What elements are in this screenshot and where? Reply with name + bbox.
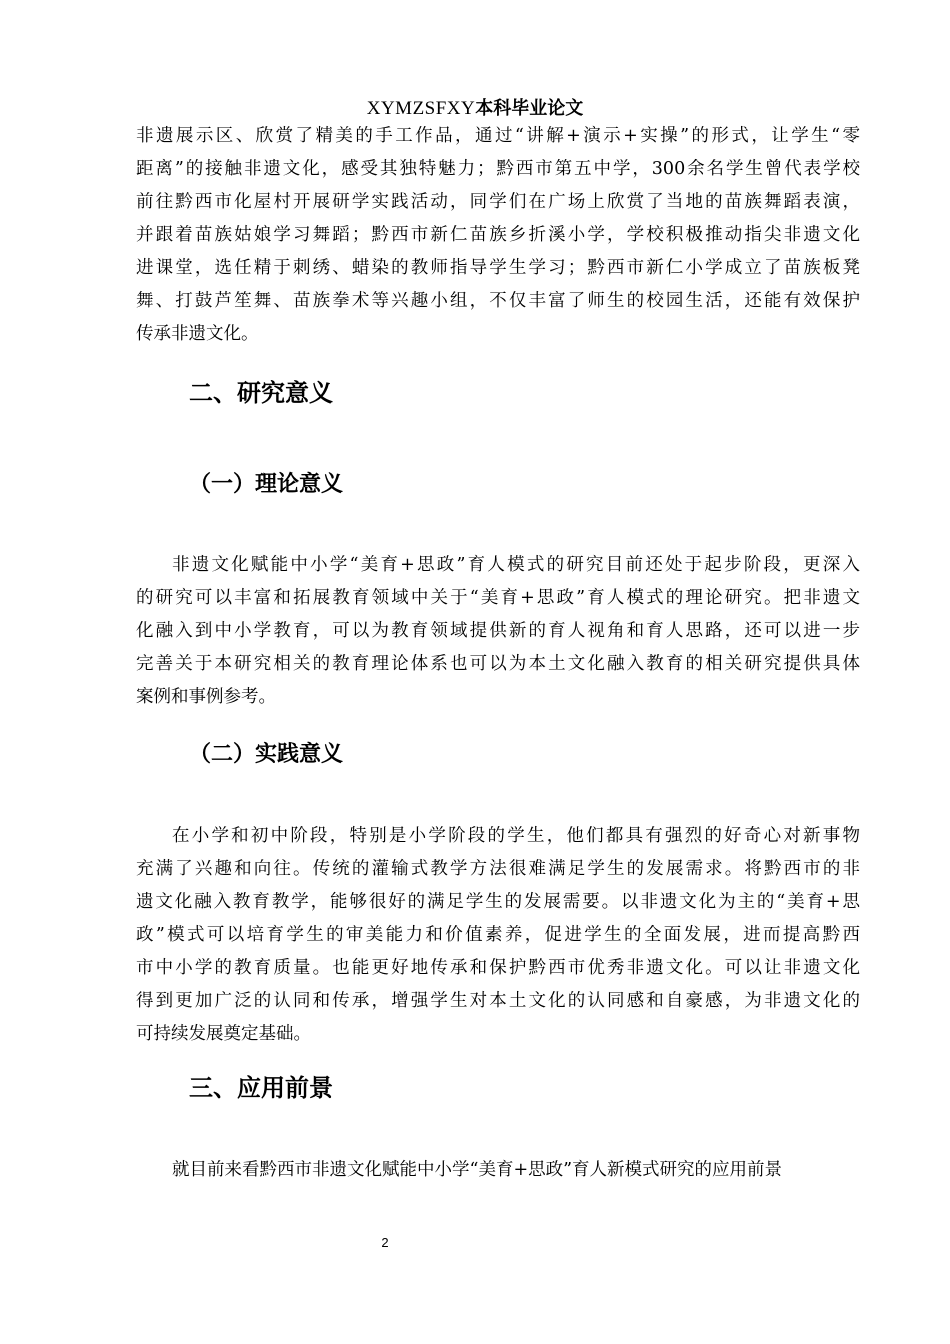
- paragraph-practical: [136, 820, 860, 1051]
- header-title: 本科毕业论文: [475, 98, 584, 119]
- text-line: 得到更加广泛的认同和传承，增强学生对本土文化的认同感和自豪感，为非遗文化的: [136, 991, 860, 1011]
- text-line: 充满了兴趣和向往。传统的灌输式教学方法很难满足学生的发展需求。将黔西市的非: [136, 859, 860, 879]
- text-line: 非遗展示区、欣赏了精美的手工作品，通过“讲解+演示+实操”的形式，让学生“零: [136, 126, 860, 146]
- page-header: [0, 96, 950, 121]
- text-line: 舞、打鼓芦笙舞、苗族拳术等兴趣小组，不仅丰富了师生的校园生活，还能有效保护: [136, 291, 860, 311]
- text-line: 政”模式可以培育学生的审美能力和价值素养，促进学生的全面发展，进而提高黔西: [136, 925, 860, 945]
- header-code: XYMZSFXY: [366, 98, 476, 119]
- text-line: 前往黔西市化屋村开展研学实践活动，同学们在广场上欣赏了当地的苗族舞蹈表演，: [136, 192, 860, 212]
- paragraph-application: [136, 1154, 860, 1187]
- text-line: 完善关于本研究相关的教育理论体系也可以为本土文化融入教育的相关研究提供具体: [136, 654, 860, 674]
- text-line: 的研究可以丰富和拓展教育领域中关于“美育+思政”育人模式的理论研究。把非遗文: [136, 588, 860, 608]
- section-heading-application-prospects: 三、应用前景: [189, 1074, 333, 1102]
- text-line: 案例和事例参考。: [136, 687, 276, 707]
- page-number: 2: [381, 1235, 389, 1250]
- subsection-heading-practical: （二）实践意义: [189, 742, 344, 767]
- text-line: 并跟着苗族姑娘学习舞蹈；黔西市新仁苗族乡折溪小学，学校积极推动指尖非遗文化: [136, 225, 860, 245]
- text-line: 化融入到中小学教育，可以为教育领域提供新的育人视角和育人思路，还可以进一步: [136, 621, 860, 641]
- subsection-heading-theoretical: （一）理论意义: [189, 472, 344, 497]
- text-line: 就目前来看黔西市非遗文化赋能中小学“美育+思政”育人新模式研究的应用前景: [172, 1160, 783, 1180]
- text-line: 传承非遗文化。: [136, 324, 259, 344]
- text-line: 距离”的接触非遗文化，感受其独特魅力；黔西市第五中学，300余名学生曾代表学校: [136, 159, 860, 179]
- paragraph-activities: [136, 120, 860, 351]
- text-line: 进课堂，选任精于刺绣、蜡染的教师指导学生学习；黔西市新仁小学成立了苗族板凳: [136, 258, 860, 278]
- text-line: 市中小学的教育质量。也能更好地传承和保护黔西市优秀非遗文化。可以让非遗文化: [136, 958, 860, 978]
- text-line: 遗文化融入教育教学，能够很好的满足学生的发展需要。以非遗文化为主的“美育+思: [136, 892, 860, 912]
- text-line: 可持续发展奠定基础。: [136, 1024, 311, 1044]
- section-heading-research-significance: 二、研究意义: [189, 379, 333, 407]
- text-line: 非遗文化赋能中小学“美育+思政”育人模式的研究目前还处于起步阶段，更深入: [172, 555, 860, 575]
- paragraph-theoretical: [136, 549, 860, 714]
- text-line: 在小学和初中阶段，特别是小学阶段的学生，他们都具有强烈的好奇心对新事物: [172, 826, 860, 846]
